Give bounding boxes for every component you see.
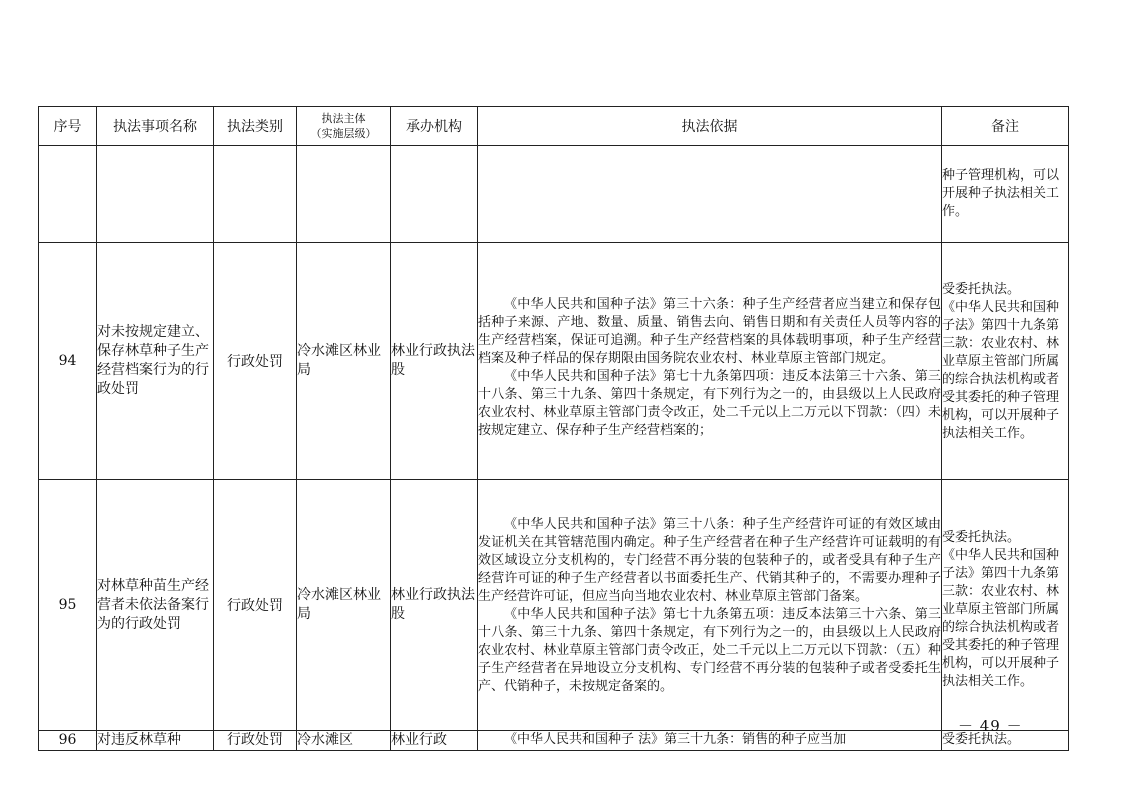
note-text: 受委托执法。 bbox=[942, 282, 1021, 297]
cell-name: 对违反林草种 bbox=[97, 731, 214, 751]
basis-paragraph: 《中华人民共和国种子法》第三十六条：种子生产经营者应当建立和保存包括种子来源、产地、数量、质量、销售去向、销售日期和有关责任人员等内容的生产经营档案，保证可追溯。种子生产经营档案的具体载明事项，种子生产经营档案及种子样品的保存期限由国务院农业农村、林业草原主管部门规定。 bbox=[478, 297, 941, 366]
table-row bbox=[39, 480, 1069, 731]
cell-note bbox=[942, 243, 1069, 480]
cell-org: 林业行政执法股 bbox=[391, 243, 478, 480]
table-row-continued bbox=[39, 146, 1069, 243]
header-subject-main: 执法主体 bbox=[321, 112, 366, 125]
cell-note bbox=[942, 146, 1069, 243]
enforcement-table bbox=[38, 106, 1069, 751]
cell-note bbox=[942, 480, 1069, 731]
header-seq: 序号 bbox=[39, 107, 97, 146]
cell-empty bbox=[297, 146, 391, 243]
cell-subject: 冷水滩区林业局 bbox=[297, 480, 391, 731]
cell-empty bbox=[97, 146, 214, 243]
basis-paragraph: 《中华人民共和国种子法》第七十九条第五项：违反本法第三十六条、第三十八条、第三十九条、第四十条规定，有下列行为之一的，由县级以上人民政府农业农村、林业草原主管部门责令改正，处二千元以上二万元以下罚款：（五）种子生产经营者在异地设立分支机构、专门经营不再分装的包装种子或者受委托生产、代销种子，未按规定备案的。 bbox=[478, 607, 941, 694]
cell-name: 对未按规定建立、保存林草种子生产经营档案行为的行政处罚 bbox=[97, 243, 214, 480]
table-row bbox=[39, 731, 1069, 751]
cell-category: 行政处罚 bbox=[214, 243, 297, 480]
cell-basis bbox=[478, 731, 942, 751]
basis-paragraph: 《中华人民共和国种子 法》第三十九条：销售的种子应当加 bbox=[504, 732, 847, 747]
cell-seq: 96 bbox=[39, 731, 97, 751]
cell-basis bbox=[478, 243, 942, 480]
cell-org: 林业行政执法股 bbox=[391, 480, 478, 731]
header-row bbox=[39, 107, 1069, 146]
header-subject bbox=[297, 107, 391, 146]
cell-basis bbox=[478, 480, 942, 731]
header-name: 执法事项名称 bbox=[97, 107, 214, 146]
header-org: 承办机构 bbox=[391, 107, 478, 146]
cell-name: 对林草种苗生产经营者未依法备案行为的行政处罚 bbox=[97, 480, 214, 731]
header-subject-level: （实施层级） bbox=[310, 127, 377, 140]
cell-seq: 94 bbox=[39, 243, 97, 480]
page-number: － 49 － bbox=[958, 717, 1023, 735]
cell-empty bbox=[39, 146, 97, 243]
cell-subject: 冷水滩区 bbox=[297, 731, 391, 751]
note-text: 《中华人民共和国种子法》第四十九条第三款：农业农村、林业草原主管部门所属的综合执法机构或者受其委托的种子管理机构，可以开展种子执法相关工作。 bbox=[942, 300, 1060, 441]
header-basis: 执法依据 bbox=[478, 107, 942, 146]
cell-org: 林业行政 bbox=[391, 731, 478, 751]
note-text: 受委托执法。 bbox=[942, 732, 1021, 747]
header-category: 执法类别 bbox=[214, 107, 297, 146]
cell-empty bbox=[478, 146, 942, 243]
basis-paragraph: 《中华人民共和国种子法》第三十八条：种子生产经营许可证的有效区域由发证机关在其管辖范围内确定。种子生产经营者在种子生产经营许可证载明的有效区域设立分支机构的，专门经营不再分装的包装种子的，或者受具有种子生产经营许可证的种子生产经营者以书面委托生产、代销其种子的，不需要办理种子生产经营许可证，但应当向当地农业农村、林业草原主管部门备案。 bbox=[478, 517, 941, 604]
basis-paragraph: 《中华人民共和国种子法》第七十九条第四项：违反本法第三十六条、第三十八条、第三十九条、第四十条规定，有下列行为之一的，由县级以上人民政府农业农村、林业草原主管部门责令改正，处二千元以上二万元以下罚款：（四）未按规定建立、保存种子生产经营档案的； bbox=[478, 369, 941, 438]
note-text: 种子管理机构，可以开展种子执法相关工作。 bbox=[942, 168, 1060, 219]
cell-category: 行政处罚 bbox=[214, 731, 297, 751]
cell-seq: 95 bbox=[39, 480, 97, 731]
cell-category: 行政处罚 bbox=[214, 480, 297, 731]
table-row bbox=[39, 243, 1069, 480]
cell-subject: 冷水滩区林业局 bbox=[297, 243, 391, 480]
cell-empty bbox=[391, 146, 478, 243]
cell-empty bbox=[214, 146, 297, 243]
header-note: 备注 bbox=[942, 107, 1069, 146]
note-text: 《中华人民共和国种子法》第四十九条第三款：农业农村、林业草原主管部门所属的综合执法机构或者受其委托的种子管理机构，可以开展种子执法相关工作。 bbox=[942, 548, 1060, 689]
note-text: 受委托执法。 bbox=[942, 530, 1021, 545]
